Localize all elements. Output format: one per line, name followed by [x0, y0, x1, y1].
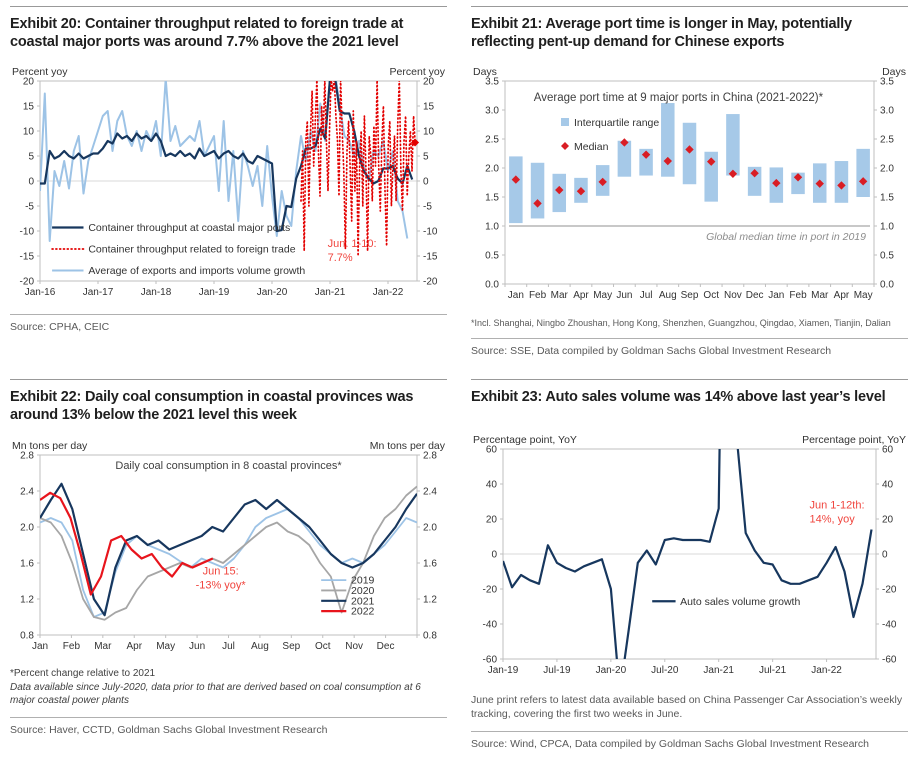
svg-text:1.5: 1.5	[485, 192, 499, 204]
svg-text:2022: 2022	[351, 605, 375, 618]
svg-text:0: 0	[28, 176, 34, 188]
svg-text:1.2: 1.2	[20, 594, 34, 606]
svg-text:Median: Median	[574, 141, 609, 154]
svg-text:Percentage point, YoY: Percentage point, YoY	[802, 434, 906, 447]
svg-text:Days: Days	[882, 66, 906, 79]
exhibit-22-footnote-1: *Percent change relative to 2021	[10, 667, 156, 679]
svg-text:0.0: 0.0	[485, 279, 499, 291]
svg-text:-10: -10	[19, 226, 34, 238]
report-grid	[0, 6, 919, 772]
svg-text:May: May	[156, 640, 176, 652]
svg-text:60: 60	[485, 444, 497, 456]
svg-text:May: May	[853, 290, 873, 302]
svg-text:40: 40	[882, 479, 894, 491]
svg-text:Apr: Apr	[126, 640, 143, 652]
svg-text:20: 20	[485, 514, 497, 526]
svg-text:Jul: Jul	[639, 290, 653, 302]
svg-text:Jun 15:: Jun 15:	[202, 565, 239, 578]
svg-text:10: 10	[22, 126, 34, 138]
svg-text:-5: -5	[25, 201, 34, 213]
svg-text:Dec: Dec	[745, 290, 764, 302]
divider	[10, 717, 447, 718]
svg-text:Jan-19: Jan-19	[198, 287, 230, 299]
svg-text:Jul-21: Jul-21	[759, 665, 787, 677]
svg-text:15: 15	[423, 101, 435, 113]
svg-text:Aug: Aug	[658, 290, 677, 302]
svg-text:Jun. 1-10:: Jun. 1-10:	[327, 238, 377, 251]
exhibit-21-source: Source: SSE, Data compiled by Goldman Sachs Global Investment Research	[471, 345, 832, 358]
exhibit-20-chart	[10, 65, 447, 299]
divider	[10, 6, 447, 7]
svg-text:Jan-19: Jan-19	[487, 665, 519, 677]
divider	[10, 379, 447, 380]
exhibit-20-title: Exhibit 20: Container throughput related to foreign trade at coastal major ports was around 7.7% above the 2021 level	[10, 16, 404, 50]
svg-text:5: 5	[423, 151, 429, 163]
exhibit-22-title: Exhibit 22: Daily coal consumption in coastal provinces was around 13% below the 2021 level this week	[10, 389, 414, 424]
svg-text:Container throughput related t: Container throughput related to foreign trade	[88, 243, 296, 256]
svg-text:Interquartile range: Interquartile range	[574, 117, 660, 130]
svg-text:0.8: 0.8	[20, 630, 34, 642]
svg-text:-20: -20	[19, 276, 34, 288]
svg-text:40: 40	[485, 479, 497, 491]
svg-text:Mn tons per day: Mn tons per day	[369, 439, 445, 452]
svg-text:Jan-21: Jan-21	[703, 665, 734, 677]
exhibit-22	[10, 379, 447, 750]
exhibit-21-chart-area	[471, 65, 908, 310]
svg-text:2019: 2019	[351, 574, 375, 587]
svg-text:-40: -40	[882, 619, 897, 631]
svg-text:Percentage point, YoY: Percentage point, YoY	[473, 434, 577, 447]
svg-text:2021: 2021	[351, 595, 375, 608]
svg-text:Jun: Jun	[616, 290, 633, 302]
svg-text:Jul: Jul	[222, 640, 235, 652]
svg-text:Mar: Mar	[94, 640, 112, 652]
svg-text:Jun: Jun	[189, 640, 206, 652]
svg-text:Nov: Nov	[724, 290, 742, 302]
svg-text:0.5: 0.5	[880, 250, 894, 262]
svg-text:2.8: 2.8	[20, 450, 34, 462]
svg-text:1.2: 1.2	[423, 594, 437, 606]
svg-text:2020: 2020	[351, 584, 375, 597]
svg-text:Daily coal consumption in 8 co: Daily coal consumption in 8 coastal provinces*	[115, 459, 342, 472]
svg-text:2.0: 2.0	[880, 163, 894, 175]
svg-text:2.8: 2.8	[423, 450, 437, 462]
exhibit-22-source: Source: Haver, CCTD, Goldman Sachs Global Investment Research	[10, 723, 328, 736]
svg-text:Container throughput at coasta: Container throughput at coastal major ports	[88, 222, 291, 235]
exhibit-21-title: Exhibit 21: Average port time is longer in May, potentially reflecting pent-up demand for Chinese exports	[471, 16, 852, 50]
svg-text:Nov: Nov	[345, 640, 364, 652]
svg-text:Feb: Feb	[528, 290, 547, 302]
svg-text:Sep: Sep	[282, 640, 301, 652]
svg-text:2.0: 2.0	[423, 522, 437, 534]
svg-text:Percent yoy: Percent yoy	[12, 66, 68, 79]
svg-text:Jan-20: Jan-20	[256, 287, 288, 299]
svg-text:5: 5	[28, 151, 34, 163]
svg-text:1.0: 1.0	[485, 221, 499, 233]
svg-text:60: 60	[882, 444, 894, 456]
svg-text:2.4: 2.4	[423, 486, 437, 498]
exhibit-22-chart	[10, 439, 447, 655]
exhibit-23-source: Source: Wind, CPCA, Data compiled by Goldman Sachs Global Investment Research	[471, 738, 870, 751]
svg-text:-40: -40	[482, 619, 497, 631]
exhibit-21-footnote: *Incl. Shanghai, Ningbo Zhoushan, Hong Kong, Shenzhen, Guangzhou, Qingdao, Xiamen, Tianjin, Dalian	[471, 318, 891, 329]
svg-text:Jul-19: Jul-19	[543, 665, 571, 677]
svg-text:Global median time in port in: Global median time in port in 2019	[706, 231, 866, 244]
divider	[10, 314, 447, 315]
divider	[471, 731, 908, 732]
exhibit-22-chart-area	[10, 439, 447, 660]
svg-text:Mar: Mar	[550, 290, 568, 302]
divider	[471, 6, 908, 7]
svg-text:Jan: Jan	[768, 290, 785, 302]
svg-text:3.5: 3.5	[880, 76, 894, 88]
svg-text:Average of exports and imports: Average of exports and imports volume growth	[88, 265, 306, 278]
svg-text:Jan-22: Jan-22	[811, 665, 842, 677]
svg-text:Jan: Jan	[507, 290, 524, 302]
svg-text:-20: -20	[482, 584, 497, 596]
svg-text:Feb: Feb	[62, 640, 81, 652]
svg-text:2.4: 2.4	[20, 486, 34, 498]
svg-text:2.0: 2.0	[485, 163, 499, 175]
svg-text:Jul-20: Jul-20	[651, 665, 679, 677]
svg-text:1.0: 1.0	[880, 221, 894, 233]
divider	[471, 379, 908, 380]
svg-text:Aug: Aug	[251, 640, 269, 652]
svg-text:Jan-22: Jan-22	[372, 287, 404, 299]
svg-text:3.0: 3.0	[485, 105, 499, 117]
svg-text:1.6: 1.6	[423, 558, 437, 570]
svg-text:2.5: 2.5	[880, 134, 894, 146]
svg-text:-15: -15	[423, 251, 438, 263]
exhibit-22-footnote-2: Data available since July-2020, data prior to that are derived based on coal consumption at 6 major coastal power plants	[10, 681, 421, 706]
svg-text:0: 0	[491, 549, 497, 561]
divider	[471, 338, 908, 339]
svg-text:-5: -5	[423, 201, 432, 213]
exhibit-23	[471, 379, 908, 750]
svg-text:Jan: Jan	[31, 640, 49, 652]
svg-text:Mar: Mar	[811, 290, 829, 302]
svg-text:-20: -20	[882, 584, 897, 596]
svg-text:May: May	[593, 290, 613, 302]
svg-text:Average port time at 9 major p: Average port time at 9 major ports in China (2021-2022)*	[533, 92, 824, 105]
svg-text:Oct: Oct	[703, 290, 719, 302]
svg-text:14%, yoy: 14%, yoy	[809, 513, 855, 526]
svg-text:20: 20	[22, 76, 34, 88]
svg-text:3.5: 3.5	[485, 76, 499, 88]
svg-text:-20: -20	[423, 276, 438, 288]
svg-text:-60: -60	[482, 654, 497, 666]
exhibit-20-chart-area	[10, 65, 447, 304]
svg-text:Days: Days	[473, 66, 497, 79]
svg-text:Auto sales volume growth: Auto sales volume growth	[680, 595, 801, 608]
svg-text:2.5: 2.5	[485, 134, 499, 146]
svg-text:Oct: Oct	[314, 640, 331, 652]
exhibit-21-chart	[471, 65, 908, 305]
svg-text:Jan-18: Jan-18	[140, 287, 172, 299]
svg-text:0: 0	[882, 549, 888, 561]
exhibit-21	[471, 6, 908, 357]
exhibit-23-chart	[471, 433, 908, 681]
svg-text:Jan-16: Jan-16	[24, 287, 56, 299]
svg-text:Jan-21: Jan-21	[314, 287, 346, 299]
svg-text:7.7%: 7.7%	[327, 252, 353, 265]
svg-text:Jan-20: Jan-20	[595, 665, 627, 677]
svg-text:10: 10	[423, 126, 435, 138]
exhibit-23-note: June print refers to latest data available based on China Passenger Car Association’s weekly tracking, covering the first two weeks in June.	[471, 694, 903, 720]
svg-text:-15: -15	[19, 251, 34, 263]
svg-text:Mn tons per day: Mn tons per day	[12, 439, 88, 452]
svg-text:2.0: 2.0	[20, 522, 34, 534]
exhibit-20	[10, 6, 447, 357]
svg-text:3.0: 3.0	[880, 105, 894, 117]
svg-text:Sep: Sep	[680, 290, 699, 302]
svg-text:20: 20	[423, 76, 435, 88]
svg-text:-60: -60	[882, 654, 897, 666]
svg-text:Apr: Apr	[833, 290, 850, 302]
svg-text:15: 15	[22, 101, 34, 113]
svg-text:1.6: 1.6	[20, 558, 34, 570]
svg-text:Dec: Dec	[376, 640, 395, 652]
svg-text:20: 20	[882, 514, 894, 526]
svg-text:Apr: Apr	[573, 290, 589, 302]
svg-text:Jan-17: Jan-17	[82, 287, 114, 299]
svg-text:0.5: 0.5	[485, 250, 499, 262]
svg-text:-13% yoy*: -13% yoy*	[195, 579, 246, 592]
svg-text:Feb: Feb	[789, 290, 807, 302]
svg-text:1.5: 1.5	[880, 192, 894, 204]
exhibit-20-source: Source: CPHA, CEIC	[10, 321, 110, 334]
svg-text:0: 0	[423, 176, 429, 188]
svg-text:Jun 1-12th:: Jun 1-12th:	[809, 499, 865, 512]
svg-text:-10: -10	[423, 226, 438, 238]
exhibit-23-title: Exhibit 23: Auto sales volume was 14% above last year’s level	[471, 389, 886, 406]
svg-text:Percent yoy: Percent yoy	[389, 66, 445, 79]
svg-text:0.8: 0.8	[423, 630, 437, 642]
exhibit-23-chart-area	[471, 433, 908, 686]
svg-text:0.0: 0.0	[880, 279, 894, 291]
